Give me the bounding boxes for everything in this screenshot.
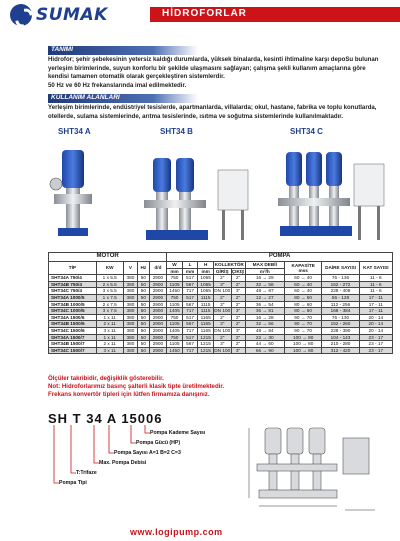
table-cell: 1115 (198, 308, 214, 315)
table-cell: 1 x 11 (96, 314, 123, 321)
table-cell: 60 → 40 (284, 288, 321, 295)
table-cell: 50 (138, 281, 149, 288)
table-row (49, 281, 393, 288)
table-cell: 11 - 6 (359, 281, 392, 288)
table-cell: 2" (213, 334, 231, 341)
col-l: L (182, 262, 198, 269)
table-cell: 517 (182, 314, 198, 321)
table-cell: DN 100 (214, 288, 231, 294)
table-cell: 50 (138, 327, 149, 334)
table-cell: 380 (123, 321, 138, 328)
table-cell: 100 → 80 (284, 341, 321, 348)
table-cell: 380 (123, 288, 138, 295)
table-row (49, 301, 393, 308)
note-frequency-converter: Frekans konvertör tipleri için lütfen firmamıza danışınız. (48, 391, 210, 398)
table-cell: SHT34A 1500/6 (49, 314, 97, 321)
table-cell: 1105 (167, 341, 183, 348)
table-cell: 50 (138, 334, 149, 341)
table-cell: 567 (182, 341, 198, 348)
table-cell: 312 - 420 (322, 347, 359, 354)
table-cell: 380 (123, 294, 138, 301)
table-cell: 380 (123, 301, 138, 308)
table-row (49, 308, 393, 315)
table-cell: 17 - 11 (359, 308, 392, 315)
table-cell: 50 (138, 294, 149, 301)
legend-kademe: Pompa Kademe Sayısı (150, 430, 206, 436)
col-kat: KAT SAYISI (359, 262, 392, 275)
table-cell: 48 → 84 (245, 327, 284, 334)
table-cell: 2" (231, 314, 245, 321)
table-cell: 32 → 58 (245, 281, 284, 288)
sumak-logo (10, 4, 108, 26)
table-cell: 3" (213, 281, 231, 288)
table-cell: 56 - 128 (322, 294, 359, 301)
col-kollektor: KOLLEKTÖR (214, 262, 244, 267)
table-cell: 2" (213, 314, 231, 321)
table-cell: 2900 (149, 321, 167, 328)
pump-illustrations (48, 150, 393, 250)
table-cell: 1 x 7.5 (96, 294, 123, 301)
table-cell: 2900 (149, 301, 167, 308)
col-max-debi: MAX DEBİİ (245, 262, 284, 269)
table-cell: 2" (213, 275, 231, 282)
table-cell: 1065 (198, 275, 214, 282)
section-title-kullanim: KULLANIM ALANLARI (51, 94, 120, 101)
col-w: W (167, 262, 183, 269)
table-cell: 32 → 56 (245, 321, 284, 328)
table-cell: 1450 (167, 288, 183, 295)
table-cell: 2900 (149, 275, 167, 282)
table-cell: 2" (231, 321, 245, 328)
legend-trifaze: T:Trifaze (76, 470, 97, 476)
table-cell: 2900 (149, 308, 167, 315)
table-cell: 50 (138, 347, 149, 354)
footer-url[interactable]: www.logipump.com (130, 527, 223, 537)
table-cell: 717 (182, 288, 198, 295)
table-row (49, 347, 393, 354)
table-cell: 3 x 11 (96, 347, 123, 354)
table-cell: 2900 (149, 334, 167, 341)
table-cell: 50 (138, 288, 149, 295)
table-cell: SHT34B 1500/7 (49, 341, 97, 348)
section-title-tanimi: TANIMI (51, 46, 73, 53)
table-cell: 517 (182, 294, 198, 301)
table-cell: 11 - 6 (359, 275, 392, 282)
table-cell: 2900 (149, 294, 167, 301)
table-cell: 60 → 40 (284, 275, 321, 282)
dimension-drawing (245, 420, 395, 520)
brand-name: SUMAK (36, 5, 108, 25)
table-cell: 380 (123, 347, 138, 354)
col-daire: DAİRE SAYISI (322, 262, 359, 275)
pump-image-b (144, 158, 248, 240)
table-cell: 1165 (198, 321, 214, 328)
col-dd: d/d (149, 262, 167, 275)
table-cell: 1 x 11 (96, 334, 123, 341)
table-cell: 1165 (198, 327, 214, 334)
table-cell: 1450 (167, 347, 183, 354)
table-cell: 380 (123, 281, 138, 288)
table-cell: 750 (167, 294, 183, 301)
col-kapasite: KAPASİTE mss (284, 262, 321, 275)
table-cell: 1215 (198, 334, 214, 341)
table-cell: 168 - 384 (322, 308, 359, 315)
table-cell: 23 - 17 (359, 347, 392, 354)
table-cell: 50 (138, 341, 149, 348)
table-cell: 16 → 29 (245, 275, 284, 282)
table-cell: 48 → 87 (245, 288, 284, 295)
col-l-unit: mm (182, 268, 198, 275)
table-cell: SHT34C 1000/5 (49, 308, 97, 315)
table-cell: 717 (182, 347, 198, 354)
table-cell: 750 (167, 334, 183, 341)
legend-sayisi: Pompa Sayısı A=1 B=2 C=3 (114, 450, 181, 456)
table-row (49, 288, 393, 295)
table-cell: 66 → 90 (245, 347, 284, 354)
table-cell: 380 (123, 334, 138, 341)
spec-table (48, 252, 393, 354)
table-cell: 3 x 11 (96, 327, 123, 334)
table-cell: 36 → 54 (245, 301, 284, 308)
table-cell: 11 - 6 (359, 288, 392, 295)
table-cell: 380 (123, 327, 138, 334)
table-cell: 20 - 14 (359, 321, 392, 328)
table-cell: 3" (213, 301, 231, 308)
table-cell: 2" (231, 275, 245, 282)
table-cell: 1215 (198, 341, 214, 348)
table-cell: SHT34C 1500/6 (49, 327, 97, 334)
legend-tipi: Pompa Tipi (59, 480, 87, 486)
table-cell: SHT34A 1000/5 (49, 294, 97, 301)
table-cell: 2" (231, 334, 245, 341)
table-cell: 750 (167, 275, 183, 282)
table-cell: 1115 (198, 301, 214, 308)
table-cell: 90 → 70 (284, 327, 321, 334)
table-cell: 517 (182, 275, 198, 282)
table-cell: 3" (231, 288, 245, 295)
table-cell: 20 - 14 (359, 327, 392, 334)
table-cell: 60 → 40 (284, 281, 321, 288)
note-classic-type: Not: Hidroforlarımız basınç şalterli klasik tipte üretilmektedir. (48, 383, 225, 390)
table-cell: 228 - 408 (322, 288, 359, 295)
table-row (49, 294, 393, 301)
col-kw: KW (96, 262, 123, 275)
table-cell: 50 (138, 308, 149, 315)
table-cell: 380 (123, 314, 138, 321)
table-row (49, 314, 393, 321)
table-cell: 1065 (198, 281, 214, 288)
model-label-a: SHT34 A (58, 127, 91, 136)
table-cell: 567 (182, 281, 198, 288)
table-cell: 750 (167, 314, 183, 321)
pump-image-c (278, 152, 384, 240)
note-approx: Ölçüler takribidir, değişiklik gösterebilir. (48, 375, 164, 382)
table-cell: SHT34C 1500/7 (49, 347, 97, 354)
table-cell: 80 → 60 (284, 308, 321, 315)
table-cell: 210 - 280 (322, 341, 359, 348)
model-label-b: SHT34 B (160, 127, 193, 136)
table-cell: 90 → 70 (284, 321, 321, 328)
table-cell: 1215 (198, 347, 214, 354)
table-cell: 2900 (149, 314, 167, 321)
table-cell: 380 (123, 308, 138, 315)
col-h-unit: mm (198, 268, 214, 275)
col-h: H (198, 262, 214, 269)
tanimi-text (48, 56, 388, 90)
table-cell: 2 x 11 (96, 341, 123, 348)
table-cell: 23 - 17 (359, 334, 392, 341)
table-cell: 1105 (167, 281, 183, 288)
table-cell: 36 → 81 (245, 308, 284, 315)
col-giris: GİRİŞ (213, 268, 231, 275)
table-cell: 23 - 17 (359, 341, 392, 348)
table-cell: 80 → 60 (284, 294, 321, 301)
table-cell: 12 → 27 (245, 294, 284, 301)
pump-image-a (50, 150, 92, 236)
table-row (49, 275, 393, 282)
table-cell: 100 → 80 (284, 334, 321, 341)
category-title: HİDROFORLAR (162, 8, 247, 19)
table-row (49, 341, 393, 348)
table-cell: SHT34C 750/4 (49, 288, 97, 295)
col-hz: Hz (138, 262, 149, 275)
table-cell: 17 - 11 (359, 301, 392, 308)
kullanim-text: Yerleşim birimlerinde, endüstriyel tesislerde, apartmanlarda, villalarda; okul, hastane, fabrika ve toplu konutlarda, otellerde, sulama sistemlerinde, arıtma tesislerinde, ısıtma ve soğutma sistemlerinde kullanılmaktadır. (48, 104, 377, 120)
table-cell: 2900 (149, 288, 167, 295)
table-cell: 112 - 256 (322, 301, 359, 308)
table-cell: 100 → 80 (284, 347, 321, 354)
table-group-pompa: POMPA (167, 253, 393, 262)
table-row (49, 334, 393, 341)
table-cell: 1405 (167, 308, 183, 315)
col-cikis: ÇIKIŞ (231, 268, 245, 274)
table-cell: 3" (213, 321, 231, 328)
model-label-c: SHT34 C (290, 127, 323, 136)
table-cell: 1065 (198, 288, 214, 295)
table-cell: 2" (231, 341, 245, 348)
table-cell: DN 100 (214, 308, 231, 314)
table-cell: 2" (213, 294, 231, 301)
table-cell: 50 (138, 314, 149, 321)
table-cell: 3 x 5.5 (96, 288, 123, 295)
table-row (49, 327, 393, 334)
table-cell: 228 - 390 (322, 327, 359, 334)
table-group-motor: MOTOR (49, 253, 167, 262)
table-cell: 1105 (167, 321, 183, 328)
table-cell: 22 → 30 (245, 334, 284, 341)
table-cell: 380 (123, 275, 138, 282)
table-cell: 717 (182, 327, 198, 334)
table-cell: 2 x 5.5 (96, 281, 123, 288)
table-cell: 50 (138, 301, 149, 308)
model-code-example: SH T 34 A 15006 (48, 411, 163, 426)
table-cell: 2900 (149, 281, 167, 288)
col-debi-unit: m³/h (245, 268, 284, 275)
table-cell: SHT34A 1500/7 (49, 334, 97, 341)
code-legend-lines (48, 425, 158, 507)
table-cell: 152 - 260 (322, 321, 359, 328)
table-cell: 2" (231, 281, 245, 288)
table-cell: 76 - 130 (322, 314, 359, 321)
tanimi-description: Hidrofor; şehir şebekesinin yetersiz kaldığı durumlarda, yüksek binalarda, kesinti ihtimaline karşı depoSu bulunan yerleşim birimlerinde, suyun konforlu bir şekilde ulaşmasını sağlayan; çalışma şekli kullanım amaçlarına göre kendisi tamamen otomatik olarak gerçekleştiren sistemlerdir. (48, 56, 379, 80)
section-header-tanimi (48, 46, 198, 55)
table-cell: DN 100 (214, 347, 231, 353)
table-cell: 3" (231, 347, 245, 354)
table-cell: 76 - 136 (322, 275, 359, 282)
sumak-logo-icon (10, 4, 32, 26)
category-banner (150, 7, 400, 22)
table-cell: 20 - 14 (359, 314, 392, 321)
col-w-unit: mm (167, 268, 183, 275)
table-cell: 90 → 70 (284, 314, 321, 321)
table-cell: 3" (231, 327, 245, 334)
table-cell: SHT34B 750/4 (49, 281, 97, 288)
col-v: V (123, 262, 138, 275)
table-cell: 717 (182, 308, 198, 315)
table-cell: 2 x 11 (96, 321, 123, 328)
table-cell: SHT34A 750/4 (49, 275, 97, 282)
page-header (0, 0, 400, 30)
table-cell: 104 - 143 (322, 334, 359, 341)
table-cell: 3 x 7.5 (96, 308, 123, 315)
table-cell: 2900 (149, 347, 167, 354)
table-cell: 1165 (198, 314, 214, 321)
table-cell: 50 (138, 321, 149, 328)
table-cell: 1405 (167, 327, 183, 334)
table-cell: 2900 (149, 341, 167, 348)
col-tip: TİP (49, 262, 97, 275)
tanimi-frequency: 50 Hz ve 60 Hz frekanslarında imal edilmektedir. (48, 81, 187, 89)
table-row (49, 321, 393, 328)
table-cell: 17 - 11 (359, 294, 392, 301)
table-cell: 567 (182, 301, 198, 308)
table-cell: 2" (231, 294, 245, 301)
table-cell: 2" (231, 301, 245, 308)
legend-guc: Pompa Gücü (HP) (136, 440, 181, 446)
table-cell: 2900 (149, 327, 167, 334)
table-cell: 1115 (198, 294, 214, 301)
table-cell: 16 → 28 (245, 314, 284, 321)
section-header-kullanim (48, 94, 198, 103)
table-cell: 44 → 60 (245, 341, 284, 348)
table-cell: 3" (231, 308, 245, 315)
table-cell: SHT34B 1000/5 (49, 301, 97, 308)
table-cell: DN 100 (214, 327, 231, 333)
table-cell: SHT34B 1500/6 (49, 321, 97, 328)
table-cell: 517 (182, 334, 198, 341)
table-cell: 50 (138, 275, 149, 282)
table-cell: 3" (213, 341, 231, 348)
table-cell: 80 → 60 (284, 301, 321, 308)
table-cell: 152 - 272 (322, 281, 359, 288)
table-cell: 2 x 7.5 (96, 301, 123, 308)
table-cell: 1 x 5.5 (96, 275, 123, 282)
table-cell: 380 (123, 341, 138, 348)
table-cell: 1105 (167, 301, 183, 308)
legend-max: Max. Pompa Debisi (99, 460, 147, 466)
spec-table-body (49, 275, 393, 354)
table-cell: 567 (182, 321, 198, 328)
